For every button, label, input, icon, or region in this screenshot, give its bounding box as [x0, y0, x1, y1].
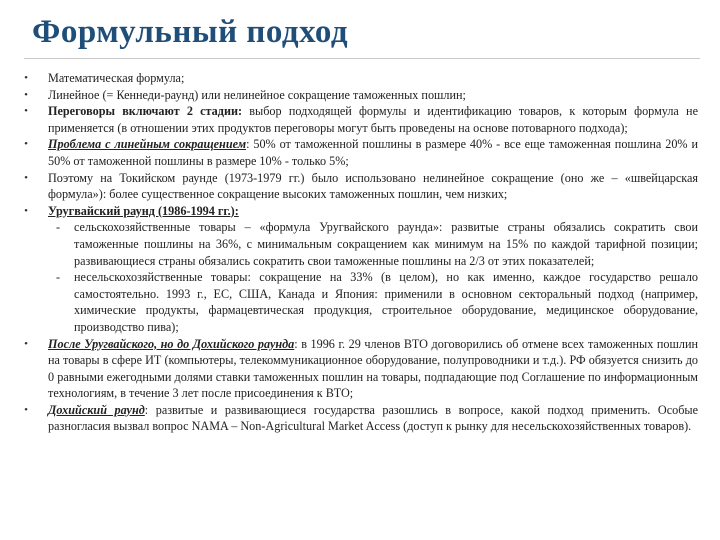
list-item: [18, 402, 698, 435]
list-item: [18, 103, 698, 136]
list-item: [18, 203, 698, 220]
sub-item-text: несельскохозяйственные товары: сокращение на 33% (в целом), но как именно, каждое государство решало самостоятельно. 1993 г., ЕС, США, Канада и Япония: применили в основном секторальный подход (например, химические продукты, фармацевтическая продукция, строительное оборудование, медицинское оборудование, производство пива);: [74, 270, 698, 334]
title-divider: [24, 58, 700, 59]
bullet-icon: •: [24, 72, 28, 84]
bullet-icon: •: [24, 105, 28, 118]
bullet-icon: •: [24, 171, 28, 184]
item-text: : развитые и развивающиеся государства разошлись в вопросе, какой подход применить. Особые разногласия вызвал вопрос NAMA – Non-Agricultural Market Access (доступ к рынку для несельскохозяйственных товаров).: [48, 402, 699, 434]
item-text: : в 1996 г. 29 членов ВТО договорились об отмене всех таможенных пошлин на товары в сфере ИТ (компьютеры, телекоммуникационное оборудование, полупроводники и т.д.). РФ обязуется снизить до 0 равными ежегодными долями ставки таможенных пошлин на товары, подпадающие под Соглашение по информационным технологиям, в течение 3 лет после присоединения к ВТО;: [48, 336, 698, 401]
item-lead: Проблема с линейным сокращением: [48, 137, 247, 152]
item-lead: Переговоры включают 2 стадии:: [48, 104, 243, 119]
item-lead: После Уругвайского, но до Дохийского раунда: [48, 336, 295, 351]
bullet-icon: •: [24, 403, 28, 416]
item-text: : 50% от таможенной пошлины в размере 40% - все еще таможенная пошлина 20% и 50% от таможенной пошлины в размере 10% - только 5%;: [48, 137, 699, 168]
bullet-icon: •: [24, 204, 28, 217]
bullet-list: [18, 70, 698, 435]
list-item: [18, 136, 698, 169]
bullet-icon: •: [24, 88, 28, 101]
dash-icon: -: [55, 220, 61, 235]
item-text: Поэтому на Токийском раунде (1973-1979 гг.) было использовано нелинейное сокращение (оно же – «швейцарская формула»): более существенное сокращение высоких таможенных пошлин, чем низких;: [48, 170, 698, 202]
sub-list-item: [18, 269, 698, 335]
item-text: выбор подходящей формулы и идентификацию товаров, к которым формула не применяется (в отношении этих продуктов переговоры могут быть проведены на основе потоварного подхода);: [48, 104, 698, 135]
list-item: [18, 87, 698, 104]
list-item: [18, 170, 698, 203]
bullet-icon: •: [24, 337, 28, 350]
sub-list-item: [18, 219, 698, 269]
item-lead: Уругвайский раунд (1986-1994 гг.):: [48, 203, 239, 218]
sub-item-text: сельскохозяйственные товары – «формула Уругвайского раунда»: развитые страны обязались сократить свои таможенные пошлины на 36%, с минимальным сокращением как минимум на 15% по каждой тарифной позиции; развивающиеся страны обязались сократить свои таможенные пошлины на 2/3 от этих показателей;: [74, 220, 698, 268]
page-title: Формульный подход: [32, 14, 349, 50]
item-text: Линейное (= Кеннеди-раунд) или нелинейное сокращение таможенных пошлин;: [48, 87, 466, 102]
item-text: Математическая формула;: [48, 71, 185, 85]
list-item: [18, 336, 698, 402]
bullet-icon: •: [24, 138, 28, 151]
list-item: [18, 70, 698, 87]
item-lead: Дохийский раунд: [48, 402, 145, 417]
dash-icon: -: [55, 270, 61, 285]
